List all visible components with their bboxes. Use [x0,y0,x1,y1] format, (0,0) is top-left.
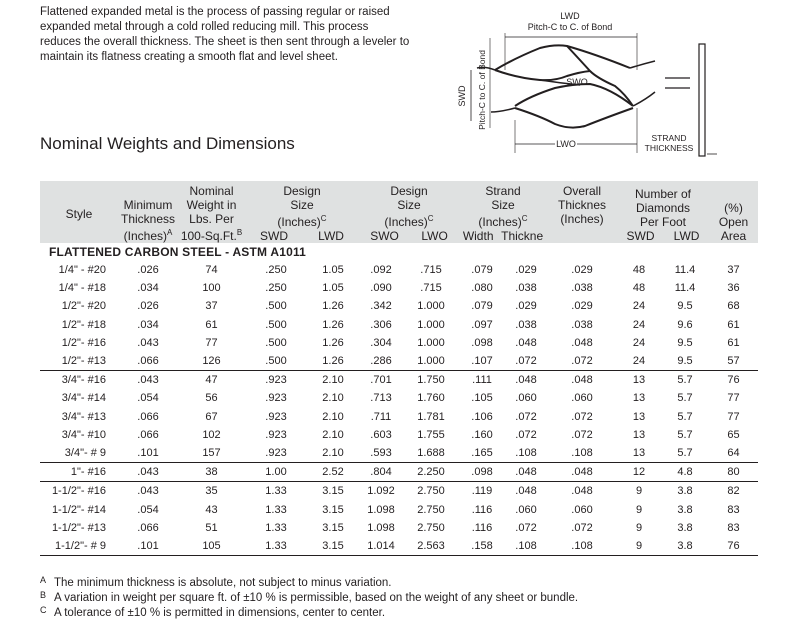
cell-min-thickness: .034 [137,282,159,295]
cell-strand-width: .106 [471,410,493,423]
cell-lwo: 1.750 [403,371,459,390]
cell-open-area: 83 [727,503,740,516]
section-title: Nominal Weights and Dimensions [40,134,295,153]
cell-diamonds-lwd: 3.8 [661,537,709,556]
cell-strand-thickness: .048 [505,463,547,482]
cell-lwd: 3.15 [307,537,359,556]
cell-diamonds-swd: 48 [632,264,646,277]
cell-open-area: 77 [727,392,740,405]
cell-overall-thickness: .048 [547,463,617,482]
cell-lwd: 1.26 [322,355,344,368]
cell-diamonds-lwd: 3.8 [661,482,709,501]
cell-min-thickness: .066 [137,521,159,534]
cell-nominal-weight: 100 [202,282,221,295]
cell-swo: 1.098 [367,521,395,534]
cell-nominal-weight: 77 [205,336,218,349]
table-row [40,261,758,279]
header-nominal-weight: Nominal Weight in Lbs. Per 100-Sq.Ft.$^B$ [180,184,243,243]
cell-lwd: 1.05 [322,264,344,277]
cell-diamonds-swd: 24 [632,300,646,313]
cell-overall-thickness: .108 [571,446,593,459]
cell-style: 1"- #16 [40,463,118,482]
cell-lwd: 3.15 [322,521,344,534]
cell-diamonds-lwd: 5.7 [661,371,709,390]
strand-thickness-bar [699,44,705,156]
intro-line: reduces the overall thickness. The sheet is then sent through a leveler to [40,36,410,48]
cell-nominal-weight: 38 [178,463,245,482]
cell-swo: .713 [370,392,392,405]
table-row [40,371,758,390]
cell-strand-width: .097 [471,318,493,331]
cell-strand-thickness: .048 [515,336,537,349]
cell-swd: 1.00 [245,463,307,482]
swd-sublabel: Pitch-C to C. of Bond [477,50,487,130]
cell-min-thickness: .026 [137,300,159,313]
header-design-opening: Design Size (Inches)$^C$ SWO LWO [370,184,448,243]
cell-style: 3/4"- #16 [40,371,118,390]
cell-style: 1/4" - #20 [58,264,106,277]
cell-swo: .804 [359,463,403,482]
cell-open-area: 76 [709,537,758,556]
cell-diamonds-lwd: 4.8 [661,463,709,482]
table-row [40,334,758,352]
cell-lwo: 1.781 [417,410,445,423]
cell-style: 1-1/2"- #16 [40,482,118,501]
cell-overall-thickness: .038 [571,318,593,331]
cell-open-area: 61 [727,336,740,349]
header-design-size: Design Size (Inches)$^C$ SWD LWD [260,184,344,243]
lwd-label: LWD [560,11,580,21]
cell-strand-thickness: .072 [515,428,537,441]
cell-swo: .701 [359,371,403,390]
cell-diamonds-swd: 13 [632,446,646,459]
cell-lwo: 1.760 [417,392,445,405]
cell-strand-thickness: .038 [515,282,537,295]
cell-overall-thickness: .038 [571,282,593,295]
cell-overall-thickness: .048 [547,371,617,390]
header-swd: SWD [260,229,289,243]
cell-open-area: 64 [727,446,740,459]
cell-swd: .250 [265,264,287,277]
cell-swd: .250 [265,282,287,295]
cell-style: 1/2"- #13 [61,355,106,368]
footnote-a: A The minimum thickness is absolute, not subject to minus variation. [40,575,392,589]
cell-nominal-weight: 47 [178,371,245,390]
cell-nominal-weight: 126 [202,355,221,368]
cell-diamonds-lwd: 3.8 [677,503,693,516]
cell-diamonds-lwd: 11.4 [674,264,696,277]
cell-lwd: 2.10 [322,410,344,423]
lwd-sublabel: Pitch-C to C. of Bond [527,22,613,32]
cell-swd: 1.33 [245,482,307,501]
cell-swd: .500 [265,318,287,331]
cell-nominal-weight: 56 [205,392,218,405]
cell-style: 1/2"- #20 [61,300,106,313]
cell-swd: .923 [265,392,287,405]
table-header-row [40,181,758,243]
cell-diamonds-swd: 13 [632,410,646,423]
cell-diamonds-lwd: 3.8 [677,521,693,534]
cell-open-area: 37 [727,264,740,277]
cell-diamonds-lwd: 5.7 [677,392,693,405]
cell-diamonds-swd: 12 [617,463,661,482]
cell-lwo: .715 [420,282,442,295]
table-row [40,444,758,463]
cell-diamonds-swd: 24 [632,336,646,349]
cell-strand-thickness: .029 [515,300,537,313]
cell-lwo: 2.750 [403,482,459,501]
cell-swo: .090 [370,282,392,295]
cell-diamonds-lwd: 5.7 [677,428,693,441]
cell-lwo: 1.000 [417,355,445,368]
cell-strand-width: .165 [471,446,493,459]
cell-style: 1/2"- #18 [61,318,106,331]
cell-open-area: 68 [727,300,740,313]
cell-min-thickness: .026 [137,264,159,277]
cell-diamonds-lwd: 5.7 [677,410,693,423]
cell-lwo: 1.000 [417,318,445,331]
cell-lwd: 2.10 [322,392,344,405]
cell-swd: .500 [265,336,287,349]
cell-lwo: 1.000 [417,300,445,313]
cell-diamonds-swd: 24 [632,318,646,331]
cell-open-area: 76 [709,371,758,390]
cell-diamonds-lwd: 5.7 [677,446,693,459]
cell-style: 3/4"- #10 [61,428,106,441]
cell-swo: .593 [370,446,392,459]
cell-open-area: 82 [709,482,758,501]
cell-lwd: 3.15 [322,503,344,516]
cell-lwd: 2.52 [307,463,359,482]
cell-min-thickness: .066 [137,428,159,441]
cell-strand-thickness: .060 [515,503,537,516]
header-nd-swd: SWD [626,229,655,243]
cell-swo: 1.092 [359,482,403,501]
cell-swo: 1.098 [367,503,395,516]
cell-min-thickness: .043 [118,482,178,501]
cell-overall-thickness: .048 [547,482,617,501]
cell-strand-width: .160 [471,428,493,441]
cell-diamonds-swd: 13 [632,428,646,441]
cell-swd: .500 [265,355,287,368]
header-diamonds-per-foot: Number of Diamonds Per Foot SWD LWD [626,187,700,243]
cell-swo: .603 [370,428,392,441]
cell-strand-width: .119 [459,482,505,501]
cell-style: 3/4"- # 9 [64,446,106,459]
cell-lwd: 2.10 [322,428,344,441]
cell-lwo: 2.750 [417,521,445,534]
cell-strand-width: .080 [471,282,493,295]
strand-label: STRAND [651,133,687,143]
cell-strand-thickness: .072 [515,410,537,423]
cell-min-thickness: .066 [137,410,159,423]
cell-lwo: 1.000 [417,336,445,349]
header-thickness: Thickne [501,229,544,243]
cell-swo: .286 [370,355,392,368]
cell-min-thickness: .054 [137,503,159,516]
swo-label: SWO [566,77,588,87]
cell-strand-width: .158 [459,537,505,556]
table-row [40,316,758,334]
cell-strand-width: .111 [459,371,505,390]
cell-diamonds-lwd: 11.4 [674,282,696,295]
cell-min-thickness: .043 [118,371,178,390]
cell-min-thickness: .043 [118,463,178,482]
table-row [40,297,758,315]
cell-open-area: 61 [727,318,740,331]
cell-overall-thickness: .072 [571,521,593,534]
intro-line: expanded metal through a cold rolled reducing mill. This process [40,21,369,33]
cell-overall-thickness: .108 [547,537,617,556]
header-swo: SWO [370,229,399,243]
cell-min-thickness: .034 [137,318,159,331]
cell-diamonds-lwd: 9.5 [677,300,693,313]
cell-diamonds-lwd: 9.5 [677,355,693,368]
cell-strand-width: .098 [471,336,493,349]
header-style: Style [65,206,93,221]
cell-strand-width: .116 [471,521,493,534]
table-row [40,463,758,482]
cell-open-area: 57 [727,355,740,368]
cell-nominal-weight: 43 [205,503,218,516]
cell-diamonds-lwd: 9.6 [677,318,693,331]
cell-swo: .092 [370,264,392,277]
table-row [40,408,758,426]
cell-strand-thickness: .108 [515,446,537,459]
cell-lwo: 2.563 [403,537,459,556]
cell-lwd: 2.10 [322,446,344,459]
footnote-c: C A tolerance of ±10 % is permitted in dimensions, center to center. [40,605,386,619]
header-min-thickness: Minimum Thickness (Inches)$^A$ [120,198,176,243]
table-row [40,537,758,556]
cell-diamonds-swd: 13 [632,392,646,405]
table-row [40,500,758,518]
cell-nominal-weight: 51 [205,521,218,534]
cell-nominal-weight: 35 [178,482,245,501]
cell-strand-thickness: .038 [515,318,537,331]
cell-lwo: 1.688 [417,446,445,459]
cell-lwd: 2.10 [307,371,359,390]
header-overall-thickness: Overall Thicknes (Inches) [557,184,607,226]
swd-label: SWD [457,85,467,107]
cell-strand-width: .107 [471,355,493,368]
thickness-label: THICKNESS [644,143,694,153]
cell-diamonds-swd: 9 [635,521,643,534]
section-row [40,243,758,261]
cell-overall-thickness: .029 [571,300,593,313]
section-label: FLATTENED CARBON STEEL - ASTM A1011 [49,245,307,259]
cell-overall-thickness: .060 [571,392,593,405]
cell-diamonds-swd: 13 [617,371,661,390]
cell-open-area: 65 [727,428,740,441]
cell-lwo: 2.750 [417,503,445,516]
header-nd-lwd: LWD [673,229,700,243]
cell-strand-thickness: .029 [515,264,537,277]
cell-strand-width: .079 [471,264,493,277]
cell-diamonds-lwd: 9.5 [677,336,693,349]
cell-strand-width: .079 [471,300,493,313]
cell-swd: .923 [265,410,287,423]
footnote-b: B A variation in weight per square ft. of ±10 % is permissible, based on the weight of any sheet or bundle. [40,590,579,604]
table-row [40,519,758,537]
header-lwd: LWD [318,229,344,243]
cell-swo: .304 [370,336,392,349]
expanded-metal-diagram [455,8,735,168]
cell-min-thickness: .066 [137,355,159,368]
cell-swo: .306 [370,318,392,331]
cell-lwd: 1.26 [322,318,344,331]
table-row [40,482,758,501]
intro-paragraph [40,5,420,65]
cell-overall-thickness: .072 [571,428,593,441]
table-row [40,279,758,297]
cell-nominal-weight: 74 [205,264,218,277]
cell-min-thickness: .101 [118,537,178,556]
cell-open-area: 80 [709,463,758,482]
table-row [40,426,758,444]
lwo-label: LWO [556,139,576,149]
cell-style: 3/4"- #14 [61,392,106,405]
cell-open-area: 77 [727,410,740,423]
cell-overall-thickness: .072 [571,355,593,368]
cell-nominal-weight: 105 [178,537,245,556]
cell-lwd: 1.26 [322,300,344,313]
cell-swd: .923 [265,446,287,459]
cell-style: 1-1/2"- # 9 [40,537,118,556]
cell-swd: 1.33 [265,503,287,516]
cell-swd: 1.33 [245,537,307,556]
footnotes [40,576,578,621]
cell-strand-width: .116 [471,503,493,516]
intro-line: Flattened expanded metal is the process of passing regular or raised [40,6,390,18]
cell-swd: .923 [265,428,287,441]
cell-swd: 1.33 [265,521,287,534]
cell-diamonds-swd: 9 [635,503,643,516]
cell-lwo: .715 [420,264,442,277]
cell-lwd: 1.05 [322,282,344,295]
cell-lwd: 3.15 [307,482,359,501]
cell-strand-width: .105 [471,392,493,405]
cell-strand-thickness: .060 [515,392,537,405]
table-row [40,352,758,371]
cell-overall-thickness: .072 [571,410,593,423]
table-row [40,389,758,407]
cell-diamonds-swd: 9 [617,537,661,556]
cell-diamonds-swd: 24 [632,355,646,368]
cell-swo: 1.014 [359,537,403,556]
cell-nominal-weight: 102 [202,428,221,441]
cell-strand-thickness: .072 [515,521,537,534]
cell-strand-thickness: .048 [505,482,547,501]
cell-open-area: 83 [727,521,740,534]
cell-lwo: 1.755 [417,428,445,441]
intro-line: maintain its flatness creating a smooth flat and level sheet. [40,51,338,63]
cell-style: 3/4"- #13 [61,410,106,423]
cell-nominal-weight: 157 [202,446,221,459]
cell-diamonds-swd: 48 [632,282,646,295]
cell-nominal-weight: 67 [205,410,218,423]
cell-diamonds-swd: 9 [617,482,661,501]
header-lwo: LWO [421,229,448,243]
header-width: Width [462,229,494,243]
cell-overall-thickness: .060 [571,503,593,516]
cell-style: 1/2"- #16 [61,336,106,349]
cell-strand-width: .098 [459,463,505,482]
cell-overall-thickness: .048 [571,336,593,349]
cell-lwo: 2.250 [403,463,459,482]
cell-strand-thickness: .072 [515,355,537,368]
header-open-area: (%) Open Area [718,201,749,243]
cell-strand-thickness: .048 [505,371,547,390]
cell-strand-thickness: .108 [505,537,547,556]
cell-style: 1-1/2"- #14 [51,503,106,516]
cell-swo: .711 [370,410,392,423]
header-strand-size: Strand Size (Inches)$^C$ Width Thickne [462,184,544,243]
cell-min-thickness: .054 [137,392,159,405]
cell-nominal-weight: 37 [205,300,218,313]
cell-open-area: 36 [727,282,740,295]
cell-style: 1/4" - #18 [58,282,106,295]
weights-dimensions-table [40,181,758,556]
cell-swo: .342 [370,300,392,313]
cell-nominal-weight: 61 [205,318,218,331]
cell-swd: .500 [265,300,287,313]
cell-overall-thickness: .029 [571,264,593,277]
cell-style: 1-1/2"- #13 [51,521,106,534]
cell-swd: .923 [245,371,307,390]
cell-min-thickness: .043 [137,336,159,349]
cell-min-thickness: .101 [137,446,159,459]
cell-lwd: 1.26 [322,336,344,349]
